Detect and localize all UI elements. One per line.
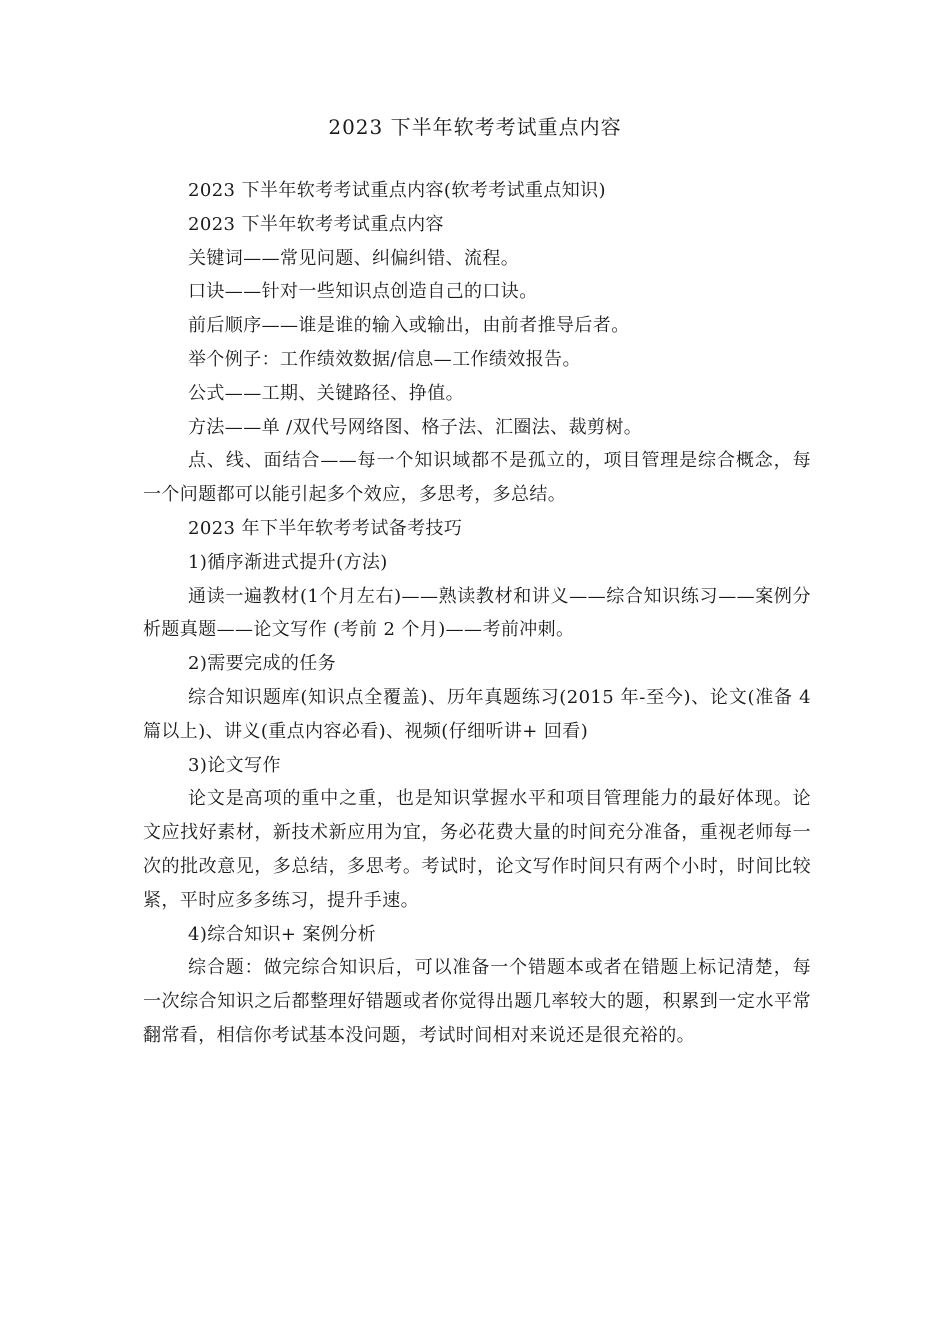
paragraph: 综合知识题库(知识点全覆盖)、历年真题练习(2015 年-至今)、论文(准备 4 篇以上)、讲义(重点内容必看)、视频(仔细听讲+ 回看) [143,686,811,742]
paragraph: 前后顺序——谁是谁的输入或输出，由前者推导后者。 [188,315,630,337]
paragraph: 综合题：做完综合知识后，可以准备一个错题本或者在错题上标记清楚，每一次综合知识之后都整理好错题或者你觉得出题几率较大的题，积累到一定水平常翻常看，相信你考试基本没问题，考试时间相对来说还是很充裕的。 [143,957,811,1046]
document-title: 2023 下半年软考考试重点内容 [328,115,622,139]
paragraph: 2023 下半年软考考试重点内容(软考考试重点知识) [188,180,606,201]
subsection-heading: 2)需要完成的任务 [188,653,337,675]
subsection-heading: 4)综合知识+ 案例分析 [188,923,377,945]
paragraph: 论文是高项的重中之重，也是知识掌握水平和项目管理能力的最好体现。论文应找好素材，新技术新应用为宜，务必花费大量的时间充分准备，重视老师每一次的批改意见，多总结，多思考。考试时，论文写作时间只有两个小时，时间比较紧，平时应多多练习，提升手速。 [143,788,811,911]
paragraph: 举个例子：工作绩效数据/信息—工作绩效报告。 [188,348,581,370]
subsection-heading: 1)循序渐进式提升(方法) [188,551,388,573]
document-body [143,174,811,1053]
paragraph: 关键词——常见问题、纠偏纠错、流程。 [188,247,520,269]
paragraph: 点、线、面结合——每一个知识域都不是孤立的，项目管理是综合概念，每一个问题都可以能引起多个效应，多思考，多总结。 [143,450,811,506]
paragraph: 公式——工期、关键路径、挣值。 [188,382,464,404]
paragraph: 通读一遍教材(1个月左右)——熟读教材和讲义——综合知识练习——案例分析题真题——论文写作 (考前 2 个月)——考前冲刺。 [143,585,811,641]
paragraph: 方法——单 /双代号网络图、格子法、汇圈法、裁剪树。 [188,416,643,438]
subsection-heading: 3)论文写作 [188,754,281,776]
paragraph: 2023 下半年软考考试重点内容 [188,213,444,235]
paragraph: 口诀——针对一些知识点创造自己的口诀。 [188,281,538,303]
section-heading: 2023 年下半年软考考试备考技巧 [188,517,463,539]
